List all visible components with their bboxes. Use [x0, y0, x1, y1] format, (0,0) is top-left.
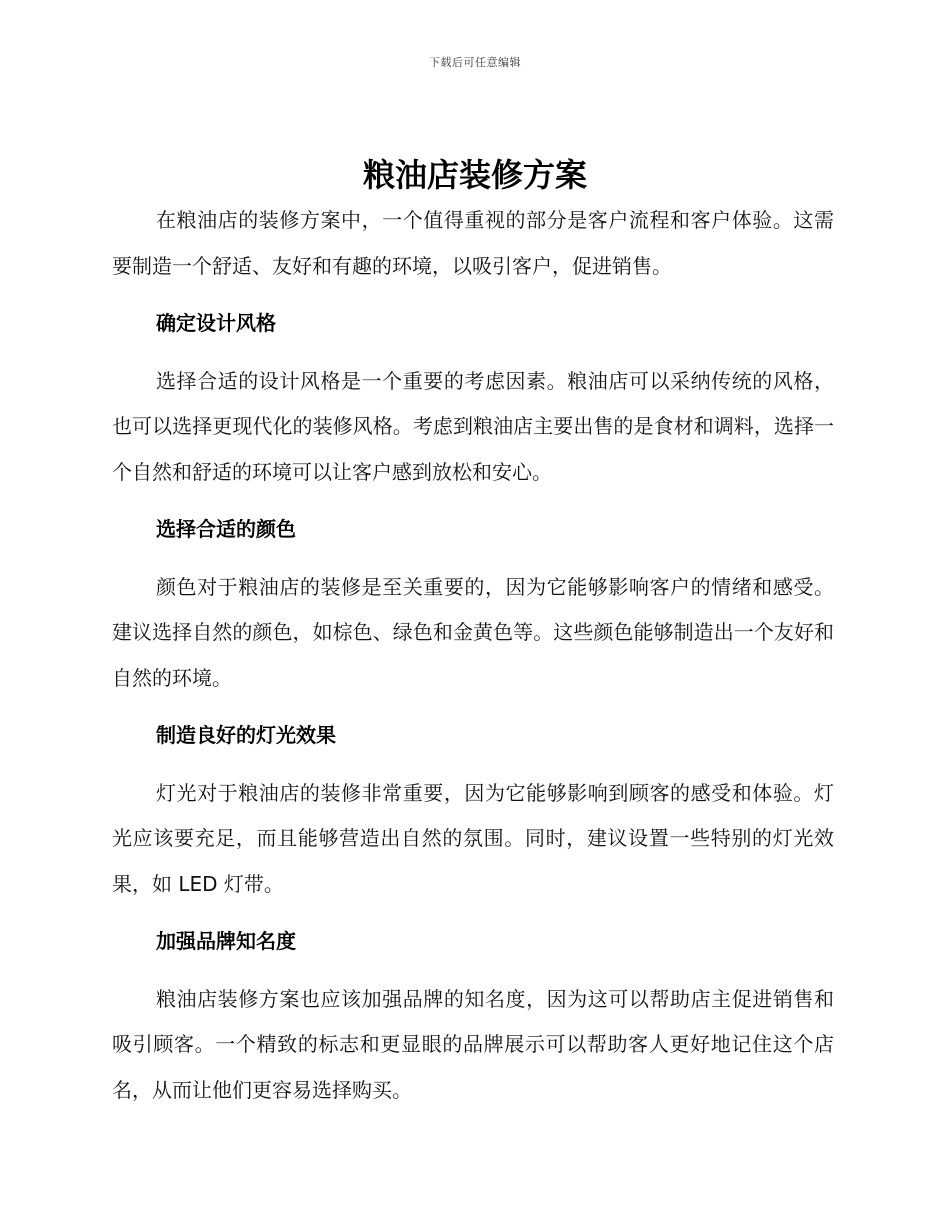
- section-heading-design-style: 确定设计风格: [156, 311, 276, 335]
- document-body: [112, 198, 834, 1125]
- section-paragraph-color: 颜色对于粮油店的装修是至关重要的，因为它能够影响客户的情绪和感受。建议选择自然的颜色，如棕色、绿色和金黄色等。这些颜色能够制造出一个友好和自然的环境。: [112, 574, 834, 690]
- intro-paragraph: 在粮油店的装修方案中，一个值得重视的部分是客户流程和客户体验。这需要制造一个舒适、友好和有趣的环境，以吸引客户，促进销售。: [112, 208, 834, 278]
- section-heading-color: 选择合适的颜色: [156, 517, 296, 541]
- section-paragraph-design-style: 选择合适的设计风格是一个重要的考虑因素。粮油店可以采纳传统的风格，也可以选择更现代化的装修风格。考虑到粮油店主要出售的是食材和调料，选择一个自然和舒适的环境可以让客户感到放松和安心。: [112, 368, 834, 484]
- section-paragraph-brand: 粮油店装修方案也应该加强品牌的知名度，因为这可以帮助店主促进销售和吸引顾客。一个精致的标志和更显眼的品牌展示可以帮助客人更好地记住这个店名，从而让他们更容易选择购买。: [112, 986, 834, 1102]
- page-header-note: 下载后可任意编辑: [429, 56, 521, 69]
- section-heading-brand: 加强品牌知名度: [156, 929, 296, 953]
- section-heading-lighting: 制造良好的灯光效果: [156, 723, 336, 747]
- section-paragraph-lighting: 灯光对于粮油店的装修非常重要，因为它能够影响到顾客的感受和体验。灯光应该要充足，而且能够营造出自然的氛围。同时，建议设置一些特别的灯光效果，如 LED 灯带。: [112, 780, 834, 896]
- document-title: 粮油店装修方案: [362, 156, 587, 194]
